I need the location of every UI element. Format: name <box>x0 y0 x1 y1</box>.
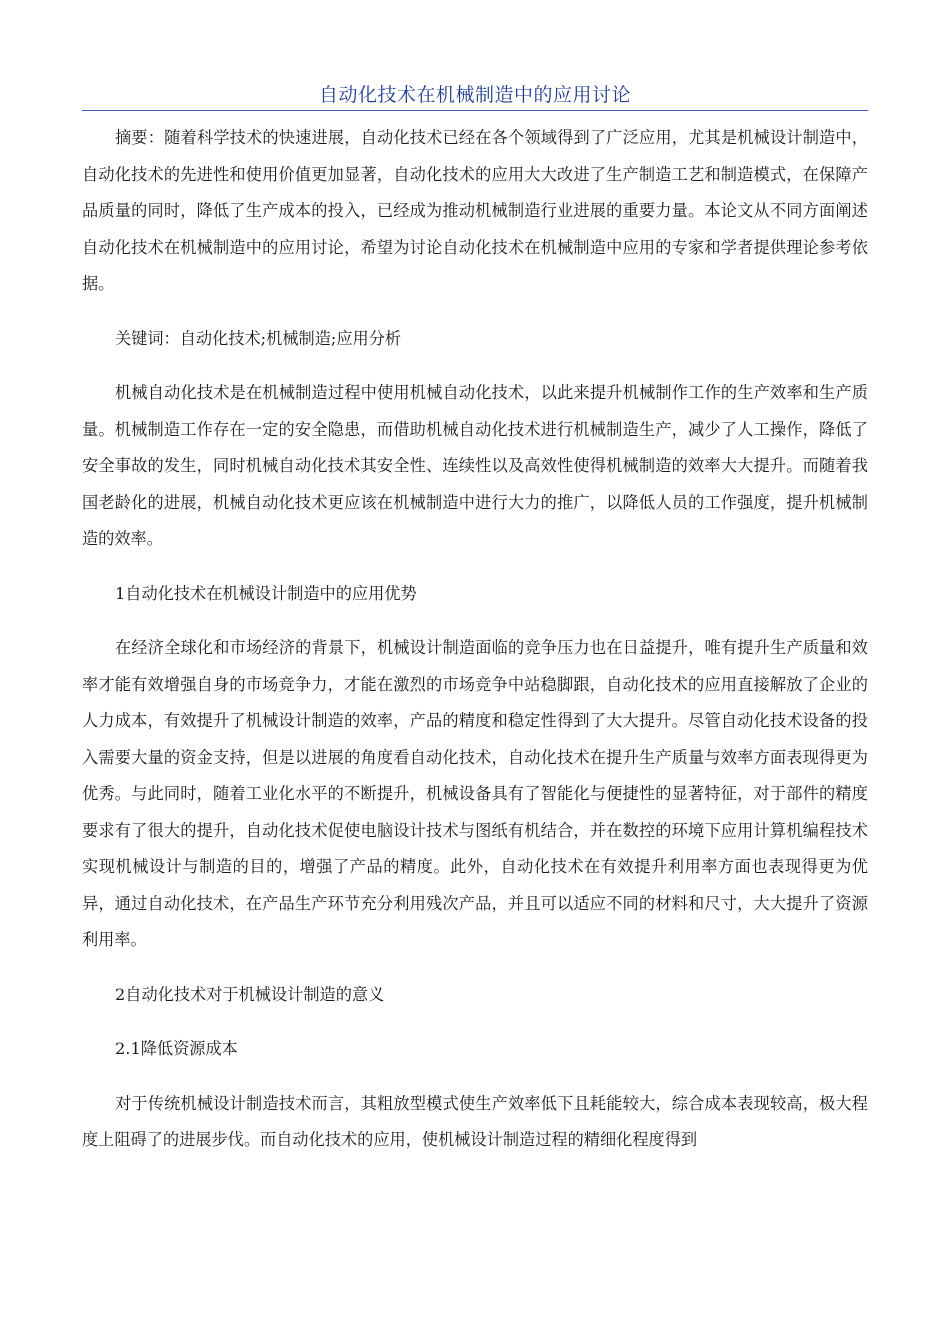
section-1-paragraph: 在经济全球化和市场经济的背景下，机械设计制造面临的竞争压力也在日益提升，唯有提升生产质量和效率才能有效增强自身的市场竞争力，才能在激烈的市场竞争中站稳脚跟，自动化技术的应用直接解放了企业的人力成本，有效提升了机械设计制造的效率，产品的精度和稳定性得到了大大提升。尽管自动化技术设备的投入需要大量的资金支持，但是以进展的角度看自动化技术，自动化技术在提升生产质量与效率方面表现得更为优秀。与此同时，随着工业化水平的不断提升，机械设备具有了智能化与便捷性的显著特征，对于部件的精度要求有了很大的提升，自动化技术促使电脑设计技术与图纸有机结合，并在数控的环境下应用计算机编程技术实现机械设计与制造的目的，增强了产品的精度。此外，自动化技术在有效提升利用率方面也表现得更为优异，通过自动化技术，在产品生产环节充分利用残次产品，并且可以适应不同的材料和尺寸，大大提升了资源利用率。 <box>82 638 868 949</box>
section-2-heading: 2自动化技术对于机械设计制造的意义 <box>115 984 385 1004</box>
abstract-paragraph: 摘要：随着科学技术的快速进展，自动化技术已经在各个领域得到了广泛应用，尤其是机械设计制造中，自动化技术的先进性和使用价值更加显著，自动化技术的应用大大改进了生产制造工艺和制造模式，在保障产品质量的同时，降低了生产成本的投入，已经成为推动机械制造行业进展的重要力量。本论文从不同方面阐述自动化技术在机械制造中的应用讨论，希望为讨论自动化技术在机械制造中应用的专家和学者提供理论参考依据。 <box>82 128 868 293</box>
section-2-1-paragraph: 对于传统机械设计制造技术而言，其粗放型模式使生产效率低下且耗能较大，综合成本表现较高，极大程度上阻碍了的进展步伐。而自动化技术的应用，使机械设计制造过程的精细化程度得到 <box>82 1093 868 1149</box>
document-body <box>82 120 868 1177</box>
keywords-line: 关键词：自动化技术;机械制造;应用分析 <box>115 328 402 348</box>
title-divider <box>82 110 868 111</box>
section-2-1-heading: 2.1降低资源成本 <box>115 1039 238 1058</box>
document-title: 自动化技术在机械制造中的应用讨论 <box>318 84 631 106</box>
section-1-heading: 1自动化技术在机械设计制造中的应用优势 <box>115 583 417 603</box>
intro-paragraph: 机械自动化技术是在机械制造过程中使用机械自动化技术，以此来提升机械制作工作的生产效率和生产质量。机械制造工作存在一定的安全隐患，而借助机械自动化技术进行机械制造生产，减少了人工操作，降低了安全事故的发生，同时机械自动化技术其安全性、连续性以及高效性使得机械制造的效率大大提升。而随着我国老龄化的进展，机械自动化技术更应该在机械制造中进行大力的推广，以降低人员的工作强度，提升机械制造的效率。 <box>82 383 868 548</box>
